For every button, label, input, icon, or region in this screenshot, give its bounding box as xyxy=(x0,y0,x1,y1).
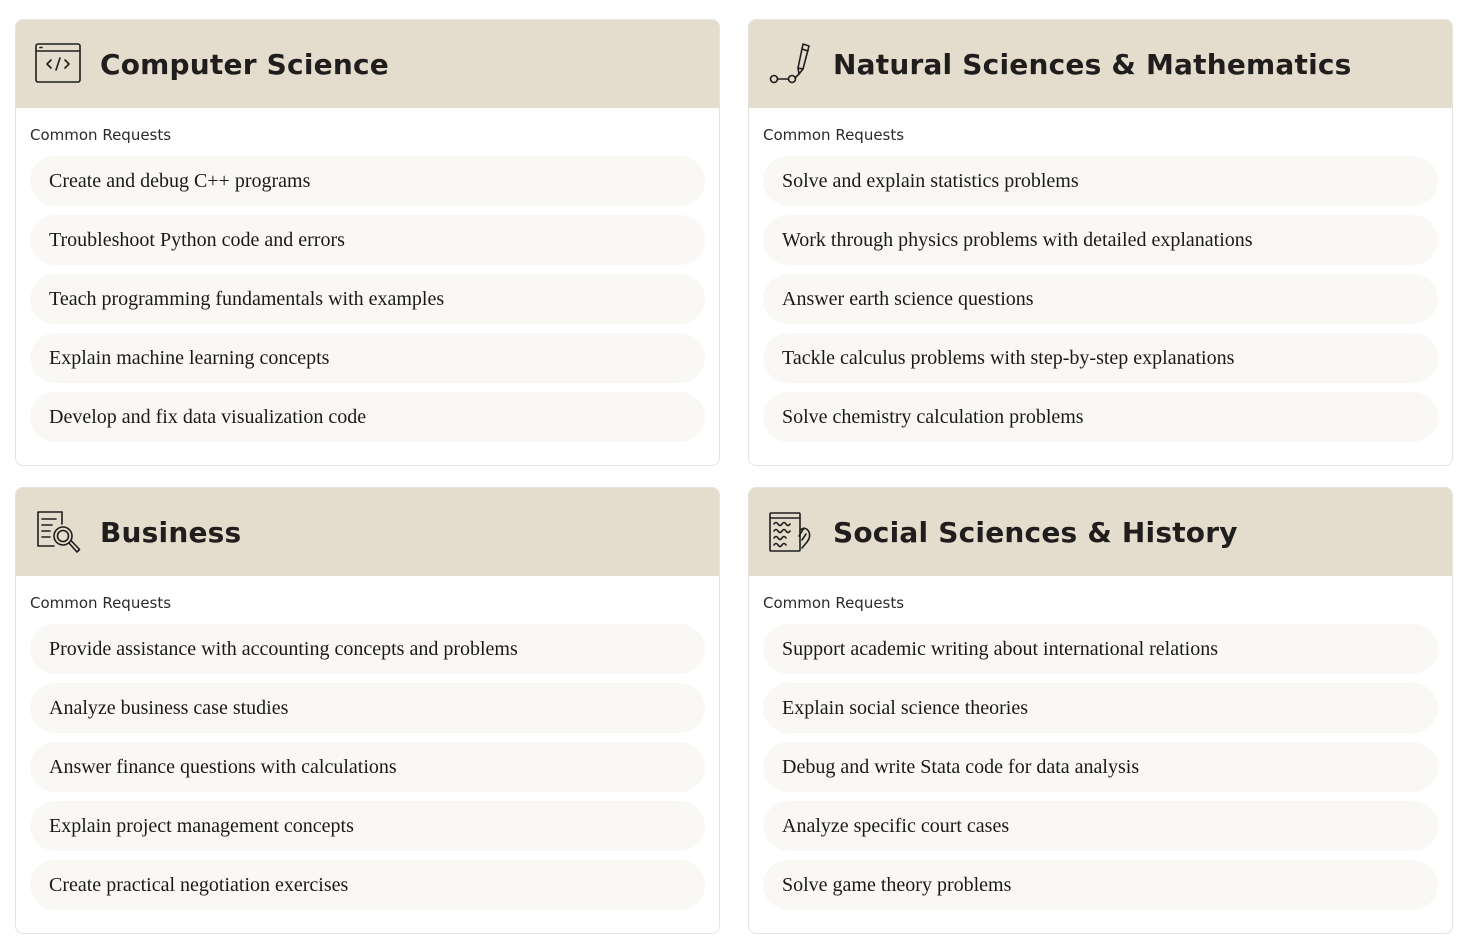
request-item[interactable]: Teach programming fundamentals with examples xyxy=(30,274,705,324)
card-title: Natural Sciences & Mathematics xyxy=(833,47,1352,81)
card-title: Social Sciences & History xyxy=(833,515,1238,549)
notebook-hand-icon xyxy=(765,506,817,558)
request-item[interactable]: Troubleshoot Python code and errors xyxy=(30,215,705,265)
request-item[interactable]: Work through physics problems with detailed explanations xyxy=(763,215,1438,265)
request-item[interactable]: Provide assistance with accounting concepts and problems xyxy=(30,624,705,674)
card-social-sciences xyxy=(748,487,1453,934)
request-item[interactable]: Analyze specific court cases xyxy=(763,801,1438,851)
code-window-icon xyxy=(32,38,84,90)
section-label: Common Requests xyxy=(30,126,172,144)
request-item[interactable]: Develop and fix data visualization code xyxy=(30,392,705,442)
request-list xyxy=(763,624,1438,910)
document-magnifier-icon xyxy=(32,506,84,558)
request-item[interactable]: Explain social science theories xyxy=(763,683,1438,733)
request-list xyxy=(763,156,1438,442)
card-title: Business xyxy=(100,515,242,549)
card-header xyxy=(16,488,719,576)
request-item[interactable]: Debug and write Stata code for data analysis xyxy=(763,742,1438,792)
request-item[interactable]: Answer earth science questions xyxy=(763,274,1438,324)
pencil-graph-icon xyxy=(765,38,817,90)
card-header xyxy=(16,20,719,108)
request-list xyxy=(30,624,705,910)
request-item[interactable]: Explain project management concepts xyxy=(30,801,705,851)
card-header xyxy=(749,20,1452,108)
request-item[interactable]: Analyze business case studies xyxy=(30,683,705,733)
section-label: Common Requests xyxy=(763,594,905,612)
card-computer-science xyxy=(15,19,720,466)
request-item[interactable]: Tackle calculus problems with step-by-step explanations xyxy=(763,333,1438,383)
request-item[interactable]: Support academic writing about international relations xyxy=(763,624,1438,674)
card-header xyxy=(749,488,1452,576)
section-label: Common Requests xyxy=(30,594,172,612)
card-business xyxy=(15,487,720,934)
request-item[interactable]: Solve game theory problems xyxy=(763,860,1438,910)
request-item[interactable]: Create practical negotiation exercises xyxy=(30,860,705,910)
request-item[interactable]: Create and debug C++ programs xyxy=(30,156,705,206)
request-item[interactable]: Answer finance questions with calculations xyxy=(30,742,705,792)
request-item[interactable]: Solve and explain statistics problems xyxy=(763,156,1438,206)
card-title: Computer Science xyxy=(100,47,389,81)
request-list xyxy=(30,156,705,442)
request-item[interactable]: Solve chemistry calculation problems xyxy=(763,392,1438,442)
section-label: Common Requests xyxy=(763,126,905,144)
request-item[interactable]: Explain machine learning concepts xyxy=(30,333,705,383)
card-natural-sciences xyxy=(748,19,1453,466)
